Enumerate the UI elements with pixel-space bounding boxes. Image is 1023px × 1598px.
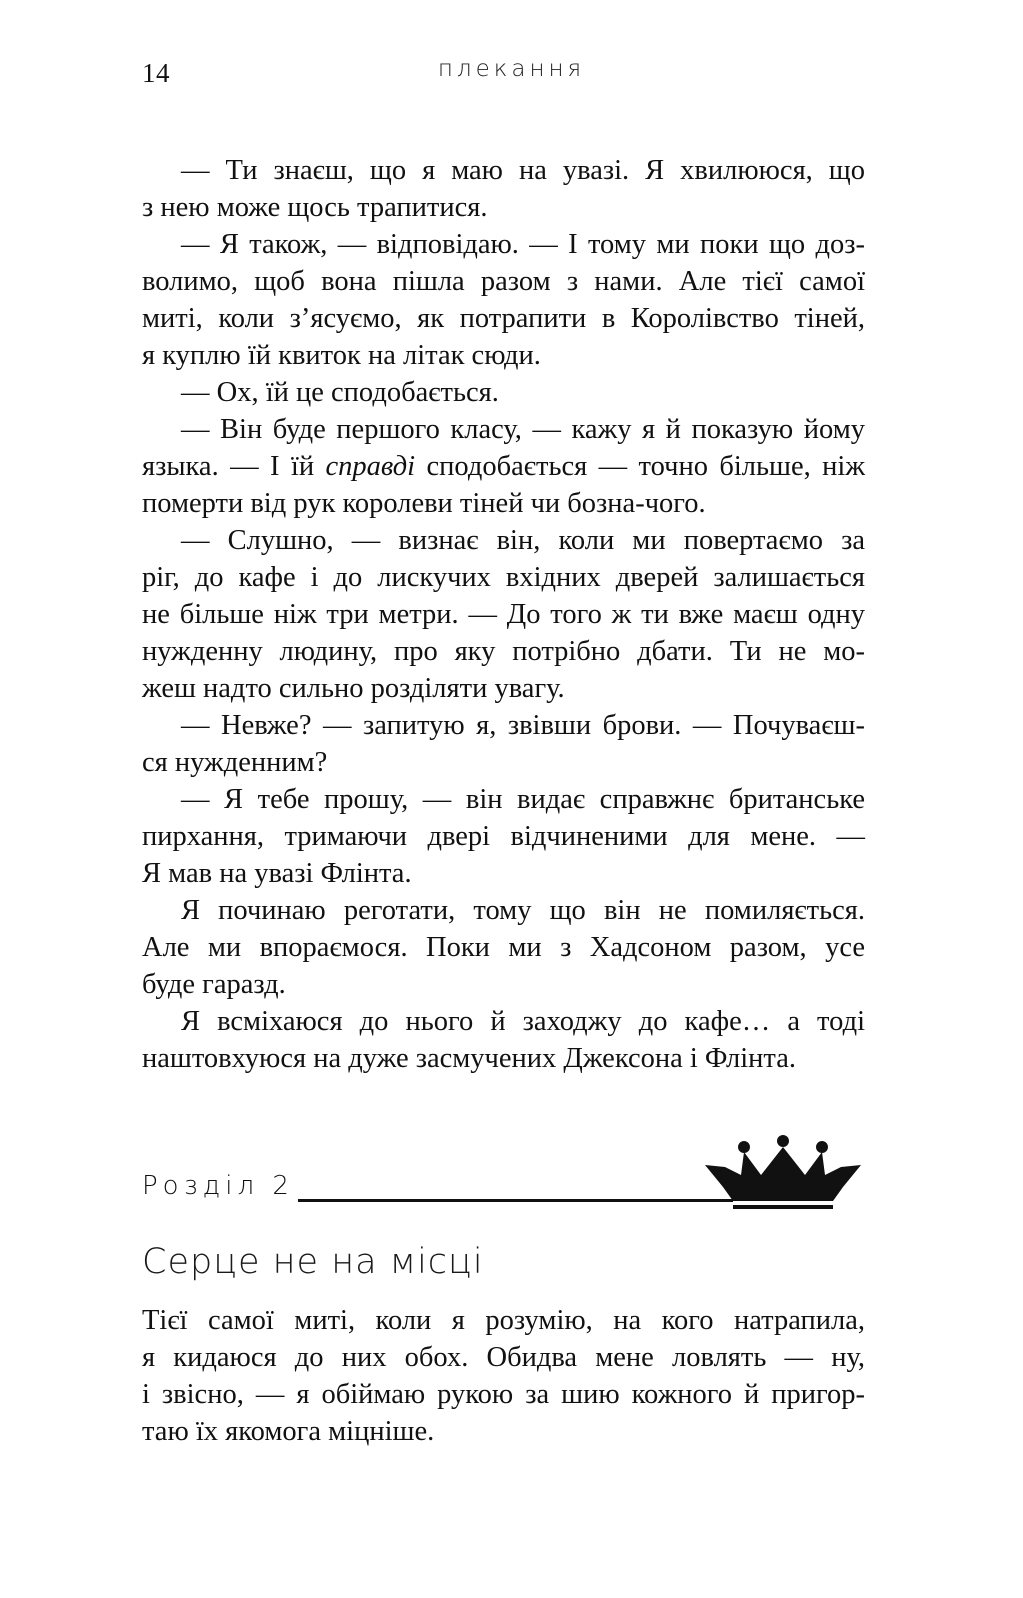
text-line: — Він буде першого класу, — кажу я й показую йому	[181, 414, 865, 445]
text-segment: языка. — І їй	[142, 451, 315, 482]
text-line: Я починаю реготати, тому що він не помиляється.	[181, 895, 865, 926]
text-line: нужденну людину, про яку потрібно дбати. Ти не мо-	[142, 636, 865, 667]
text-line: ся нужденним?	[142, 747, 328, 778]
text-line: з нею може щось трапитися.	[142, 192, 488, 223]
text-line: Але ми впораємося. Поки ми з Хадсоном разом, усе	[142, 932, 865, 963]
text-line: не більше ніж три метри. — До того ж ти вже маєш одну	[142, 599, 865, 630]
text-line: Я мав на увазі Флінта.	[142, 858, 412, 889]
body-text-after	[142, 1302, 865, 1450]
text-line: — Ти знаєш, що я маю на увазі. Я хвилююся, що	[181, 155, 865, 186]
running-head: плекання	[437, 56, 586, 82]
text-line: — Ох, їй це сподобається.	[181, 377, 499, 408]
text-line: ріг, до кафе і до лискучих вхідних дверей залишається	[142, 562, 865, 593]
text-line: наштовхуюся на дуже засмучених Джексона і Флінта.	[142, 1043, 796, 1074]
text-line: — Невже? — запитую я, звівши брови. — Почуваєш-	[181, 710, 865, 741]
text-line: пирхання, тримаючи двері відчиненими для мене. —	[142, 821, 865, 852]
page-number: 14	[142, 58, 170, 88]
text-line: Я всміхаюся до нього й заходжу до кафе… а тоді	[181, 1006, 865, 1037]
text-line: волимо, щоб вона пішла разом з нами. Але тієї самої	[142, 266, 865, 297]
text-line: Тієї самої миті, коли я розумію, на кого натрапила,	[142, 1305, 865, 1336]
chapter-title: Серце не на місці	[142, 1242, 484, 1282]
text-line: я кидаюся до них обох. Обидва мене ловлять — ну,	[142, 1342, 865, 1373]
text-line: — Я також, — відповідаю. — І тому ми поки що доз-	[181, 229, 865, 260]
text-line: жеш надто сильно розділяти увагу.	[142, 673, 565, 704]
text-line	[142, 448, 865, 485]
text-line: — Я тебе прошу, — він видає справжнє британське	[181, 784, 865, 815]
text-line: померти від рук королеви тіней чи бозна-чого.	[142, 488, 706, 519]
text-segment: сподобається — точно більше, ніж	[426, 451, 866, 482]
text-line: я куплю їй квиток на літак сюди.	[142, 340, 541, 371]
text-line: буде гаразд.	[142, 969, 286, 1000]
crown-icon	[703, 1135, 863, 1215]
chapter-rule	[298, 1199, 733, 1202]
italic-emphasis: справді	[325, 451, 416, 482]
chapter-label: Розділ 2	[142, 1171, 294, 1201]
body-text-before	[142, 152, 865, 1077]
text-line: і звісно, — я обіймаю рукою за шию кожного й пригор-	[142, 1379, 865, 1410]
text-line: миті, коли з’ясуємо, як потрапити в Королівство тіней,	[142, 303, 865, 334]
text-line: — Слушно, — визнає він, коли ми повертаємо за	[181, 525, 865, 556]
text-line: таю їх якомога міцніше.	[142, 1416, 435, 1447]
